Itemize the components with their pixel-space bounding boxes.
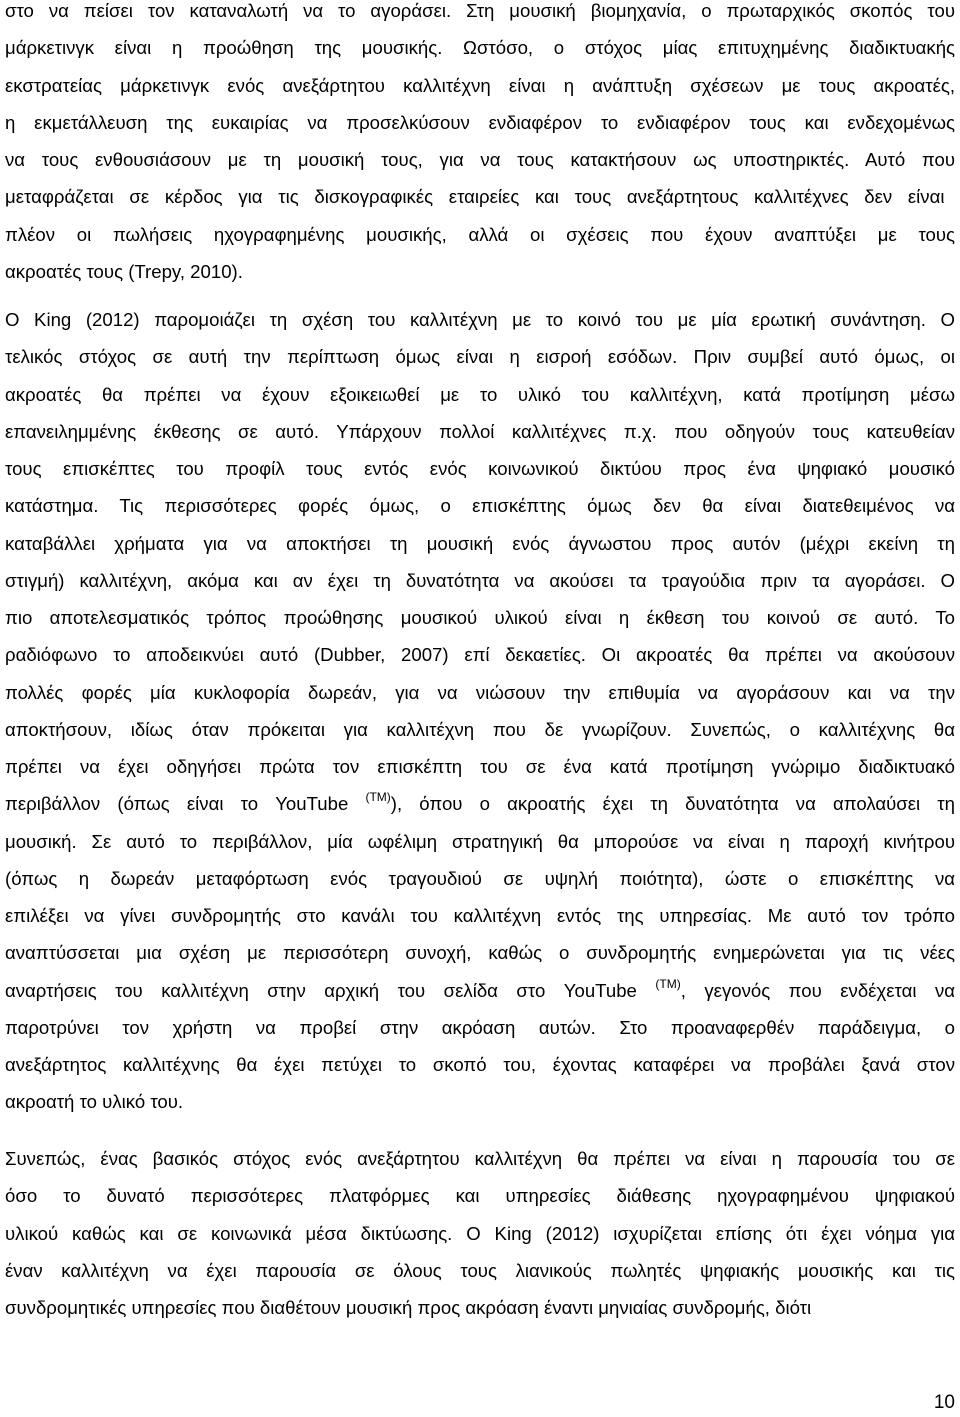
text-line <box>5 1297 811 1319</box>
text-run: πλέον οι πωλήσεις ηχογραφημένης μουσικής, αλλά οι σχέσεις που έχουν αναπτύξει με τους <box>5 224 955 245</box>
text-line <box>5 495 955 517</box>
text-line <box>5 421 955 443</box>
text-line <box>5 789 955 815</box>
text-run: στιγμή) καλλιτέχνη, ακόμα και αν έχει τη δυνατότητα να ακούσει τα τραγούδια πριν τα αγοράσει. Ο <box>5 570 955 591</box>
text-line <box>5 261 243 283</box>
trademark-superscript: (TM) <box>655 976 681 991</box>
text-run: αναρτήσεις του καλλιτέχνη στην αρχική του σελίδα στο YouTube <box>5 980 656 1001</box>
trademark-superscript: (TM) <box>365 789 391 804</box>
text-run: εκστρατείας μάρκετινγκ ενός ανεξάρτητου καλλιτέχνη είναι η ανάπτυξη σχέσεων με τους ακροατές, <box>5 75 955 96</box>
text-run: , γεγονός που ενδέχεται να <box>680 980 955 1001</box>
text-line <box>5 570 955 592</box>
text-run: πιο αποτελεσματικός τρόπος προώθησης μουσικού υλικού είναι η έκθεση του κοινού σε αυτό. Το <box>5 607 955 628</box>
text-run: έναν καλλιτέχνη να έχει παρουσία σε όλους τους λιανικούς πωλητές ψηφιακής μουσικής και τις <box>5 1260 955 1281</box>
text-line <box>5 112 955 134</box>
text-run: πρέπει να έχει οδηγήσει πρώτα τον επισκέπτη του σε ένα κατά προτίμηση γνώριμο διαδικτυακό <box>5 756 955 777</box>
text-line <box>5 224 955 246</box>
text-line <box>5 533 955 555</box>
text-line <box>5 0 955 22</box>
text-run: κατάστημα. Τις περισσότερες φορές όμως, ο επισκέπτης όμως δεν θα είναι διατεθειμένος να <box>5 495 955 516</box>
text-run: παροτρύνει τον χρήστη να προβεί στην ακρόαση αυτών. Στο προαναφερθέν παράδειγμα, ο <box>5 1017 955 1038</box>
text-run: στο να πείσει τον καταναλωτή να το αγοράσει. Στη μουσική βιομηχανία, ο πρωταρχικός σκοπός του <box>5 0 955 21</box>
text-line <box>5 1260 955 1282</box>
text-run: ), όπου ο ακροατής έχει τη δυνατότητα να απολαύσει τη <box>390 793 955 814</box>
text-line <box>5 1054 955 1076</box>
text-line <box>5 1185 955 1207</box>
text-run: μάρκετινγκ είναι η προώθηση της μουσικής. Ωστόσο, ο στόχος μίας επιτυχημένης διαδικτυακής <box>5 37 955 58</box>
text-run: όσο το δυνατό περισσότερες πλατφόρμες και υπηρεσίες διάθεσης ηχογραφημένου ψηφιακού <box>5 1185 955 1206</box>
text-line <box>5 1017 955 1039</box>
text-line <box>5 75 955 97</box>
page-number: 10 <box>933 1392 955 1413</box>
text-run: συνδρομητικές υπηρεσίες που διαθέτουν μουσική προς ακρόαση έναντι μηνιαίας συνδρομής, διότι <box>5 1297 812 1318</box>
text-line <box>5 682 955 704</box>
text-line <box>5 942 955 964</box>
text-run: μεταφράζεται σε κέρδος για τις δισκογραφικές εταιρείες και τους ανεξάρτητους καλλιτέχνες δεν είναι <box>5 186 945 207</box>
text-line <box>5 186 944 208</box>
text-run: επανειλημμένης έκθεσης σε αυτό. Υπάρχουν πολλοί καλλιτέχνες π.χ. που οδηγούν τους κατευθείαν <box>5 421 955 442</box>
text-line <box>5 1223 955 1245</box>
text-run: μουσική. Σε αυτό το περιβάλλον, μία ωφέλιμη στρατηγική θα μπορούσε να είναι η παροχή κινήτρου <box>5 831 955 852</box>
text-line <box>5 149 955 171</box>
text-line <box>5 384 955 406</box>
text-run: ραδιόφωνο το αποδεικνύει αυτό (Dubber, 2007) επί δεκαετίες. Οι ακροατές θα πρέπει να ακούσουν <box>5 644 955 665</box>
text-run: τους επισκέπτες του προφίλ τους εντός ενός κοινωνικού δικτύου προς ένα ψηφιακό μουσικό <box>5 458 955 479</box>
text-line <box>5 346 955 368</box>
text-run: (όπως η δωρεάν μεταφόρτωση ενός τραγουδιού σε υψηλή ποιότητα), ώστε ο επισκέπτης να <box>5 868 955 889</box>
text-line <box>5 719 955 741</box>
text-run: να τους ενθουσιάσουν με τη μουσική τους, για να τους κατακτήσουν ως υποστηρικτές. Αυτό που <box>5 149 955 170</box>
text-line <box>5 458 955 480</box>
text-line <box>5 868 955 890</box>
text-run: ακροατή το υλικό του. <box>5 1091 184 1112</box>
text-run: επιλέξει να γίνει συνδρομητής στο κανάλι του καλλιτέχνη εντός της υπηρεσίας. Με αυτό τον τρόπο <box>5 905 955 926</box>
text-run: αποκτήσουν, ιδίως όταν πρόκειται για καλλιτέχνη που δε γνωρίζουν. Συνεπώς, ο καλλιτέχνης θα <box>5 719 955 740</box>
text-run: ανεξάρτητος καλλιτέχνης θα έχει πετύχει το σκοπό του, έχοντας καταφέρει να προβάλει ξανά στον <box>5 1054 955 1075</box>
text-line <box>5 1091 183 1113</box>
text-run: τελικός στόχος σε αυτή την περίπτωση όμως είναι η εισροή εσόδων. Πριν συμβεί αυτό όμως, οι <box>5 346 955 367</box>
text-run: ακροατές θα πρέπει να έχουν εξοικειωθεί με το υλικό του καλλιτέχνη, κατά προτίμηση μέσω <box>5 384 955 405</box>
text-line <box>5 607 955 629</box>
text-line <box>5 756 955 778</box>
text-run: καταβάλλει χρήματα για να αποκτήσει τη μουσική ενός άγνωστου προς αυτόν (μέχρι εκείνη τη <box>5 533 955 554</box>
text-run: ακροατές τους (Trepy, 2010). <box>5 261 243 282</box>
text-run: περιβάλλον (όπως είναι το YouTube <box>5 793 366 814</box>
text-line <box>5 976 955 1002</box>
text-run: πολλές φορές μία κυκλοφορία δωρεάν, για να νιώσουν την επιθυμία να αγοράσουν και να την <box>5 682 955 703</box>
text-line <box>5 1148 955 1170</box>
text-run: υλικού καθώς και σε κοινωνικά μέσα δικτύωσης. Ο King (2012) ισχυρίζεται επίσης ότι έχει νόημα για <box>5 1223 955 1244</box>
text-line <box>5 831 955 853</box>
text-run: Συνεπώς, ένας βασικός στόχος ενός ανεξάρτητου καλλιτέχνη θα πρέπει να είναι η παρουσία του σε <box>5 1148 955 1169</box>
text-run: Ο King (2012) παρομοιάζει τη σχέση του καλλιτέχνη με το κοινό του με μία ερωτική συνάντηση. Ο <box>5 309 955 330</box>
text-run: η εκμετάλλευση της ευκαιρίας να προσελκύσουν ενδιαφέρον το ενδιαφέρον τους και ενδεχομένως <box>5 112 955 133</box>
text-line <box>5 905 955 927</box>
text-line <box>5 644 955 666</box>
text-run: αναπτύσσεται μια σχέση με περισσότερη συνοχή, καθώς ο συνδρομητής ενημερώνεται για τις νέες <box>5 942 955 963</box>
text-line <box>5 37 955 59</box>
text-line <box>5 309 955 331</box>
